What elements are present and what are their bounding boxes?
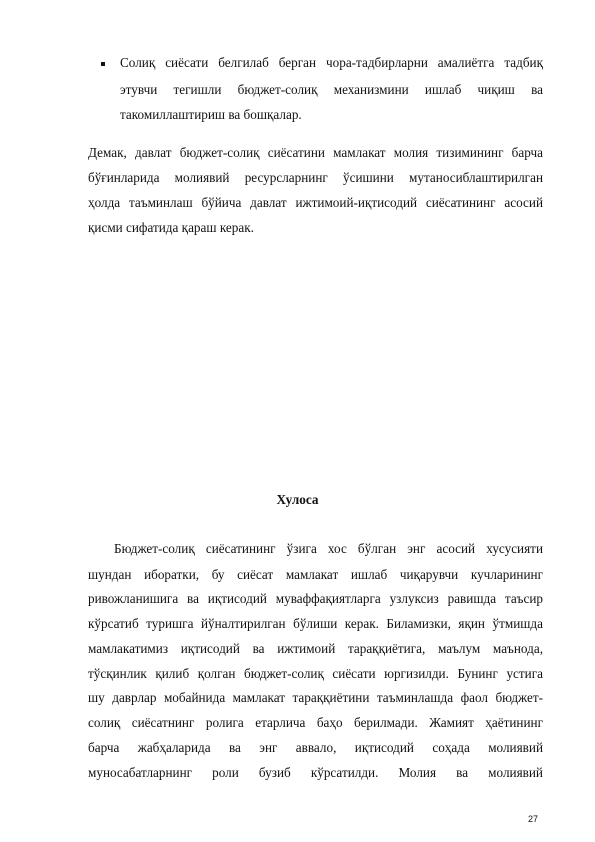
text-line: Бюджет-солиқ сиёсатининг ўзига хос бўлган энг асосий хусусияти	[114, 541, 543, 556]
section-heading: Хулоса	[276, 492, 319, 507]
text-line: муносабатларнинг роли бузиб кўрсатилди. Молия ва молиявий	[88, 765, 543, 780]
text-line: Солиқ сиёсати белгилаб берган чора-тадбирларни амалиётга тадбиқ	[120, 55, 543, 70]
text-line: барча жабҳаларида ва энг аввало, иқтисодий соҳада молиявий	[88, 740, 543, 755]
text-line: ҳолда таъминлаш бўйича давлат ижтимоий-иқтисодий сиёсатининг асосий	[88, 195, 543, 210]
text-line: қисми сифатида қараш керак.	[88, 220, 254, 235]
text-line: кўрсатиб туришга йўналтирилган бўлиши керак. Биламизки, яқин ўтмишда	[88, 616, 543, 631]
text-line: шу даврлар мобайнида мамлакат тараққиётини таъминлашда фаол бюджет-	[88, 690, 543, 705]
page-number: 27	[527, 814, 538, 824]
text-line: бўғинларида молиявий ресурсларнинг ўсишини мутаносиблаштирилган	[88, 170, 543, 185]
text-line: такомиллаштириш ва бошқалар.	[120, 107, 302, 122]
text-line: Демак, давлат бюджет-солиқ сиёсатини мамлакат молия тизимининг барча	[88, 145, 543, 160]
text-line: солиқ сиёсатнинг ролига етарлича баҳо берилмади. Жамият ҳаётининг	[88, 715, 543, 730]
text-line: этувчи тегишли бюджет-солиқ механизмини ишлаб чиқиш ва	[120, 82, 543, 97]
square-bullet-icon	[101, 62, 105, 66]
text-line: тўсқинлик қилиб қолган бюджет-солиқ сиёсати юргизилди. Бунинг устига	[88, 666, 543, 681]
text-line: ривожланишига ва иқтисодий муваффақиятларга узлуксиз равишда таъсир	[88, 591, 543, 606]
text-line: мамлакатимиз иқтисодий ва ижтимоий тараққиётига, маълум маънода,	[88, 641, 543, 656]
text-line: шундан иборатки, бу сиёсат мамлакат ишлаб чиқарувчи кучларининг	[88, 567, 543, 582]
